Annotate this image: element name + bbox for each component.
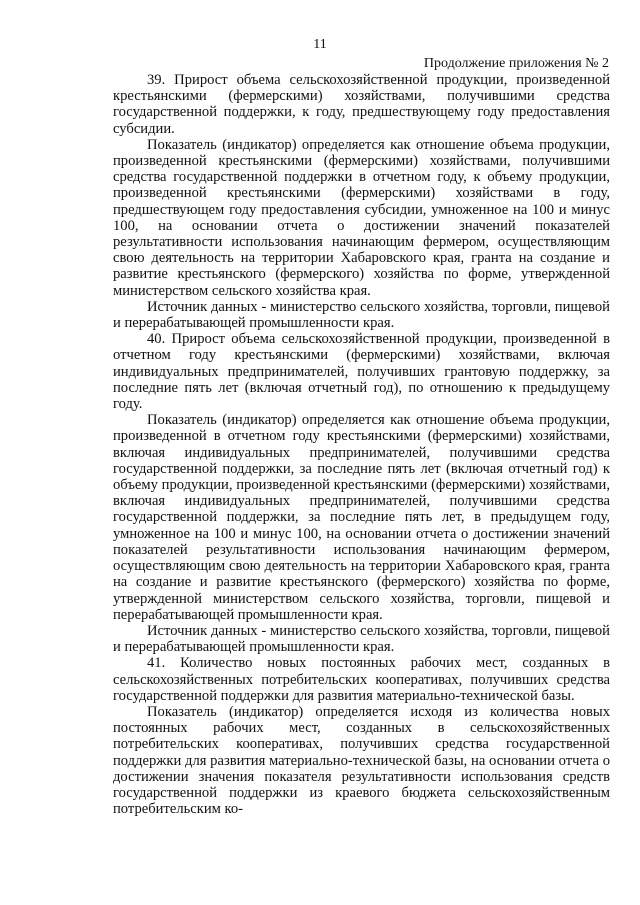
page-number: 11 (313, 37, 327, 52)
paragraph-item-39-source: Источник данных - министерство сельского хозяйства, торговли, пищевой и перерабатывающей промышленности края. (113, 298, 610, 332)
paragraph-item-40-source: Источник данных - министерство сельского хозяйства, торговли, пищевой и перерабатывающей промышленности края. (113, 622, 610, 656)
paragraph-item-41-title: 41. Количество новых постоянных рабочих мест, созданных в сельскохозяйственных потребительских кооперативах, получивших средства государственной поддержки для развития материально-технической базы. (113, 655, 610, 704)
paragraph-item-39-method: Показатель (индикатор) определяется как отношение объема продукции, произведенной крестьянскими (фермерскими) хозяйствами, получившими средства государственной поддержки в отчетном году, к объему продукции, произведенной крестьянскими (фермерскими) хозяйствами в году, предшествующем году предоставления субсидии, умноженное на 100 и минус 100, на основании отчета о достижении значений показателей результативности использования начинающим фермером, осуществляющим свою деятельность на территории Хабаровского края, гранта на создание и развитие крестьянского (фермерского) хозяйства по форме, утвержденной министерством сельского хозяйства края. (113, 136, 610, 299)
paragraph-item-39-title: 39. Прирост объема сельскохозяйственной продукции, произведенной крестьянскими (фермерскими) хозяйствами, получившими средства государственной поддержки, к году, предшествующему году предоставления субсидии. (113, 72, 610, 137)
document-body (113, 72, 610, 817)
appendix-continuation-note: Продолжение приложения № 2 (423, 56, 609, 71)
paragraph-item-41-method: Показатель (индикатор) определяется исходя из количества новых постоянных рабочих мест, созданных в сельскохозяйственных потребительских кооперативах, получивших средства государственной поддержки для развития материально-технической базы, на основании отчета о достижении значения показателя результативности использования средств государственной поддержки из краевого бюджета сельскохозяйственным потребительским ко- (113, 703, 610, 818)
paragraph-item-40-method: Показатель (индикатор) определяется как отношение объема продукции, произведенной в отчетном году крестьянскими (фермерскими) хозяйствами, включая индивидуальных предпринимателей, получившими средства государственной поддержки, за последние пять лет (включая отчетный год) к объему продукции, произведенной крестьянскими (фермерскими) хозяйствами, включая индивидуальных предпринимателей, получившими средства государственной поддержки, за последние пять лет, в предыдущем году, умноженное на 100 и минус 100, на основании отчета о достижении значений показателей результативности использования начинающим фермером, осуществляющим свою деятельность на территории Хабаровского края, гранта на создание и развитие крестьянского (фермерского) хозяйства по форме, утвержденной министерством сельского хозяйства, торговли, пищевой и перерабатывающей промышленности края. (113, 412, 610, 623)
paragraph-item-40-title: 40. Прирост объема сельскохозяйственной продукции, произведенной в отчетном году крестьянскими (фермерскими) хозяйствами, включая индивидуальных предпринимателей, получивших грантовую поддержку, за последние пять лет (включая отчетный год), по отношению к предыдущему году. (113, 331, 610, 413)
